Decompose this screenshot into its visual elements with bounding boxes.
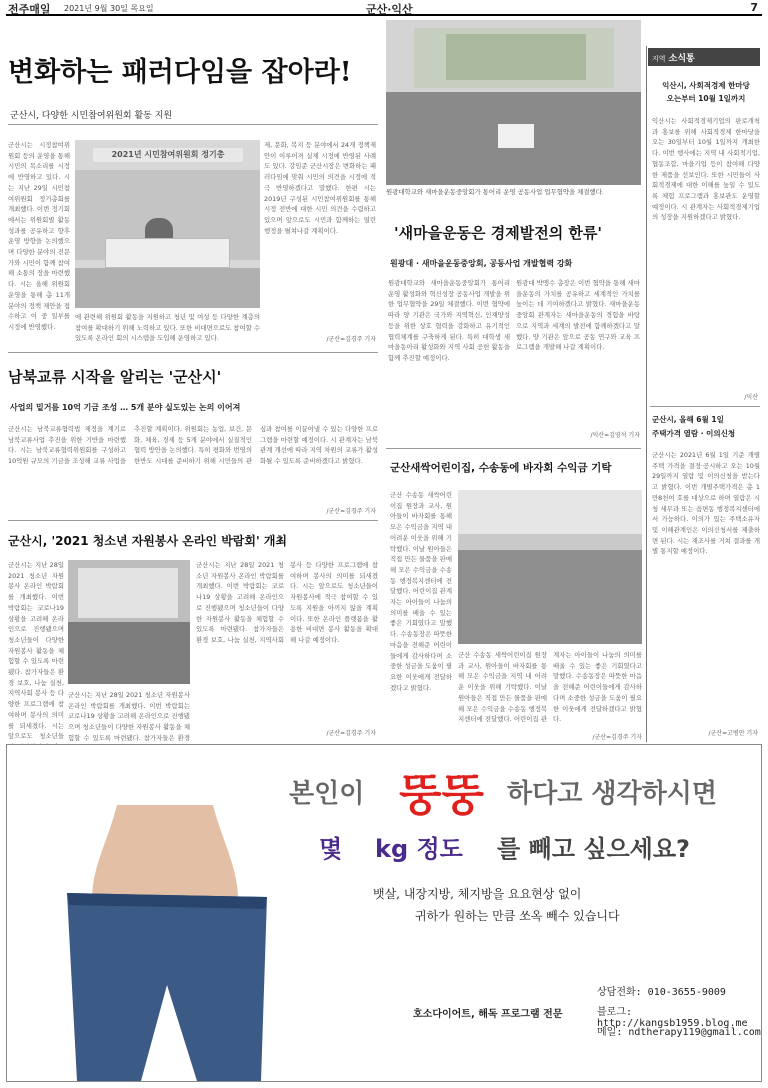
article2-body-col2: 원광대 박맹수 총장은 이번 협약을 통해 새마을운동의 가치를 공유하고 세계적인 가치를 높이는 데 기여하겠다고 밝혔다. 새마을운동중앙회 관계자는 새마을운동의 경험을 바탕으로 지역과 세계의 발전에 함께하겠다고 말했다. 양 기관은 앞으로 공동 연구와 교육 프로그램을 개발해 나갈 계획이다.: [516, 279, 640, 352]
article1-photo: [75, 140, 260, 308]
divider: [8, 352, 378, 353]
ad-line1-c: 하다고 생각하시면: [507, 779, 717, 809]
article1-byline: /군산=김경주 기자: [326, 336, 376, 343]
article1-body-col3: 제, 문화, 복지 등 분야에서 24개 정책제안이 이루어져 실제 시정에 반영된 사례도 있다. 강임준 군산시장은 변화하는 패러다임에 맞춰 시민의 의견을 시정에 적극 반영하겠다고 말했다. 한편 시는 2019년 구성된 시민참여위원회를 통해 시정 전반에 대한 시민 의견을 수렴하고 있으며 앞으로도 시민과 함께하는 열린 행정을 펼쳐나갈 계획이다.: [264, 141, 376, 235]
article4-byline: /군산=김경주 기자: [326, 730, 376, 737]
article2-photo-caption: 원광대학교와 새마을운동중앙회가 통어리 운영 공동사업 업무협약을 체결했다.: [386, 188, 604, 196]
section-name: 군산·익산: [366, 3, 413, 16]
ad-line1-a: 본인이: [289, 779, 365, 809]
article5-body-col1: 군산 수송동 새싹어린이집 원장과 교사, 원아들이 바자회를 통해 모은 수익금을 지역 내 어려운 이웃을 위해 기탁했다. 이날 원아들은 직접 만든 물품을 판매해 모은 수익금을 수송동 행정복지센터에 전달했다. 어린이집 관계자는 아이들이 나눔의 의미를 배울 수 있는 좋은 기회였다고 말했다. 수송동장은 따뜻한 마음을 전해준 어린이들에게 감사하다며 소중한 성금을 도움이 필요한 이웃에게 전달하겠다고 밝혔다.: [390, 491, 452, 692]
article3-byline: /군산=김경주 기자: [326, 508, 376, 515]
article3-headline: 남북교류 시작을 알리는 '군산시': [8, 368, 222, 386]
sidebar-header: [648, 48, 760, 66]
article4-headline: 군산시, '2021 청소년 자원봉사 온라인 박람회' 개최: [8, 534, 288, 548]
sidebar-news2-title: 군산시, 올해 6월 1일: [652, 415, 724, 424]
sidebar-news1-body: 익산시는 사회적경제기업의 판로개척과 홍보를 위해 사회적경제 한마당을 오는 30일부터 10월 1일까지 개최한다. 이번 행사에는 지역 내 사회적기업, 협동조합, 마을기업 등이 참여해 다양한 제품을 선보인다. 또한 시민들이 사회적경제에 대한 이해를 높일 수 있도록 체험 프로그램과 홍보관도 운영할 예정이다. 시 관계자는 사회적경제기업의 성장을 지원하겠다고 밝혔다.: [652, 117, 760, 222]
sidebar-label: 지역: [652, 55, 666, 63]
ad-line1-emphasis: 뚱뚱: [399, 770, 485, 821]
article3-body: 군산시는 남북교류협력법 제정을 계기로 남북교류사업 추진을 위한 기반을 마련했다. 시는 남북교류협력위원회를 구성하고 10억원 규모의 기금을 조성해 교류 사업을 추진할 계획이다. 위원회는 농업, 보건, 문화, 체육, 경제 등 5개 분야에서 실질적인 협력 방안을 논의했다. 특히 평화와 번영의 한반도 시대를 준비하기 위해 시민들의 관심과 참여를 이끌어낼 수 있는 다양한 프로그램을 마련할 예정이다. 시 관계자는 남북관계 개선에 따라 지역 차원의 교류가 활성화될 수 있도록 준비하겠다고 밝혔다.: [8, 425, 378, 466]
sidebar-news2-subtitle: 주택가격 열람 · 이의신청: [652, 429, 736, 438]
waist-figure-illustration: [47, 805, 277, 1081]
newspaper-logo: 전주매일: [8, 3, 51, 16]
article5-headline: 군산새싹어린이집, 수송동에 바자회 수익금 기탁: [390, 462, 612, 474]
sidebar-news1-subtitle: 오는부터 10월 1일까지: [666, 94, 746, 103]
ad-email: 메일: ndtherapy119@gmail.com: [597, 1027, 761, 1038]
sidebar-title: 소식통: [668, 54, 695, 64]
ad-line2-c: 를 빼고 싶으세요?: [497, 835, 690, 863]
divider: [8, 520, 378, 521]
sidebar-news2-byline: /군산=고병만 기자: [708, 730, 758, 737]
divider: [386, 448, 641, 449]
article3-subheadline: 사업의 밑거름 10억 기금 조성 … 5개 분야 실도있는 논의 이어져: [10, 403, 241, 412]
ad-sub1: 뱃살, 내장지방, 체지방을 요요현상 없이: [373, 887, 582, 901]
ad-line2-a: 몇: [319, 835, 343, 863]
article4-body-col3: 군산시는 지난 28일 2021 청소년 자원봉사 온라인 박람회를 개최했다. 이번 박람회는 코로나19 상황을 고려해 온라인으로 진행됐으며 청소년들이 다양한 자원봉사 활동을 체험할 수 있도록 마련됐다. 참가자들은 환경 보호, 나눔 실천, 지역사회 봉사 등 다양한 프로그램에 참여하며 봉사의 의미를 되새겼다. 시는 앞으로도 청소년들이 자원봉사에 적극 참여할 수 있도록 지원을 아끼지 않을 계획이다. 또한 온라인 플랫폼을 활용한 비대면 봉사 활동을 확대해 나갈 예정이다.: [196, 561, 378, 644]
article1-subheadline: 군산시, 다양한 시민참여위원회 활동 지원: [10, 111, 173, 121]
page-header: [6, 0, 762, 16]
photo-banner: 2021년 시민참여위원회 정기총: [93, 148, 243, 162]
article4-body-col1: 군산시는 지난 28일 2021 청소년 자원봉사 온라인 박람회를 개최했다. 이번 박람회는 코로나19 상황을 고려해 온라인으로 진행됐으며 청소년들이 다양한 자원봉사 활동을 체험할 수 있도록 마련됐다. 참가자들은 환경 보호, 나눔 실천, 지역사회 봉사 등 다양한 프로그램에 참여하며 봉사의 의미를 되새겼다. 시는 앞으로도 청소년들: [8, 561, 64, 741]
ad-sub2: 귀하가 원하는 만큼 쏘옥 빼수 있습니다: [415, 909, 620, 923]
article2-body-col1: 원광대학교와 새마을운동중앙회가 통어리 운영 활성화와 혁신성장 공동사업 개발을 위한 업무협약을 29일 체결했다. 이번 협약에 따라 양 기관은 국가와 지역혁신, 인재양성 등을 위한 상호 협력을 강화하고 유기적인 협력체계를 구축하게 된다. 특히 대학생 새마을동아리 활성화와 지역 사회 공헌 활동을 함께 추진할 예정이다.: [388, 279, 510, 362]
article5-byline: /군산=김경주 기자: [592, 734, 642, 741]
advertisement: [6, 744, 762, 1082]
sidebar-news1-byline: /익산: [744, 394, 758, 401]
article5-photo: [458, 490, 642, 644]
article4-body-col2: 군산시는 지난 28일 2021 청소년 자원봉사 온라인 박람회를 개최했다. 이번 박람회는 코로나19 상황을 고려해 온라인으로 진행됐으며 청소년들이 다양한 자원봉사 활동을 체험할 수 있도록 마련됐다. 참가자들은 환경: [68, 691, 190, 742]
ad-phone: 상담전화: 010-3655-9009: [597, 987, 726, 998]
divider: [8, 124, 378, 125]
article2-byline: /익산=김영석 기자: [590, 432, 640, 439]
divider: [650, 406, 760, 407]
article2-subheadline: 원광대 · 새마을운동중앙회, 공동사업 개발협력 강화: [390, 259, 573, 268]
page-number: 7: [750, 1, 758, 14]
ad-line2-emphasis: kg 정도: [375, 835, 463, 863]
issue-date: 2021년 9월 30일 목요일: [64, 4, 154, 13]
ad-blog: 블로그: http://kangsb1959.blog.me: [597, 1007, 748, 1029]
sidebar-news2-body: 군산시는 2021년 6월 1일 기준 개별주택 가격을 결정·공시하고 오는 10월 29일까지 열람 및 이의신청을 받는다고 밝혔다. 이번 개별주택가격은 총 1만8천여 호를 대상으로 하며 열람은 시청 세무과 또는 읍면동 행정복지센터에서 가능하다. 이의가 있는 주택소유자 및 이해관계인은 이의신청서를 제출하면 된다. 시는 재조사를 거쳐 결과를 개별 통지할 예정이다.: [652, 451, 760, 556]
article5-body-col2: 군산 수송동 새싹어린이집 원장과 교사, 원아들이 바자회를 통해 모은 수익금을 지역 내 어려운 이웃을 위해 기탁했다. 이날 원아들은 직접 만든 물품을 판매해 모은 수익금을 수송동 행정복지센터에 전달했다. 어린이집 관계자는 아이들이 나눔의 의미를 배울 수 있는 좋은 기회였다고 말했다. 수송동장은 따뜻한 마음을 전해준 어린이들에게 감사하다며 소중한 성금을 도움이 필요한 이웃에게 전달하겠다고 밝혔다.: [458, 651, 642, 724]
article2-headline: '새마을운동은 경제발전의 한류': [394, 224, 603, 242]
article1-body-col1: 군산시는 시정참여위원회 등의 운영을 통해 시민의 목소리를 시정에 반영하고 있다. 시는 지난 29일 시민참여위원회 정기총회를 개최했다. 이번 정기회에서는 위원회별 활동 성과를 공유하고 향후 운영 방향을 논의했으며 다양한 분야의 전문가와 시민이 함께 참여해 소통의 장을 마련했다. 시는 올해 위원회 운영을 통해 총 11개 분야의 정책 제안을 접수하고 이 중 일부를 시정에 반영했다.: [8, 141, 70, 331]
article2-photo: [386, 20, 641, 185]
ad-brand: 호소다이어트, 해독 프로그램 전문: [413, 1009, 563, 1020]
article1-headline: 변화하는 패러다임을 잡아라!: [8, 57, 352, 88]
article1-body-bottom: 에 관련해 위원회 활동을 지원하고 청년 및 여성 등 다양한 계층의 참여를 확대하기 위해 노력하고 있다. 또한 비대면으로도 참여할 수 있도록 온라인 회의 시스템을 도입해 운영하고 있다.: [75, 313, 260, 343]
article4-photo: [68, 560, 190, 684]
sidebar-news1-title: 익산시, 사회적경제 한마당: [662, 81, 750, 90]
